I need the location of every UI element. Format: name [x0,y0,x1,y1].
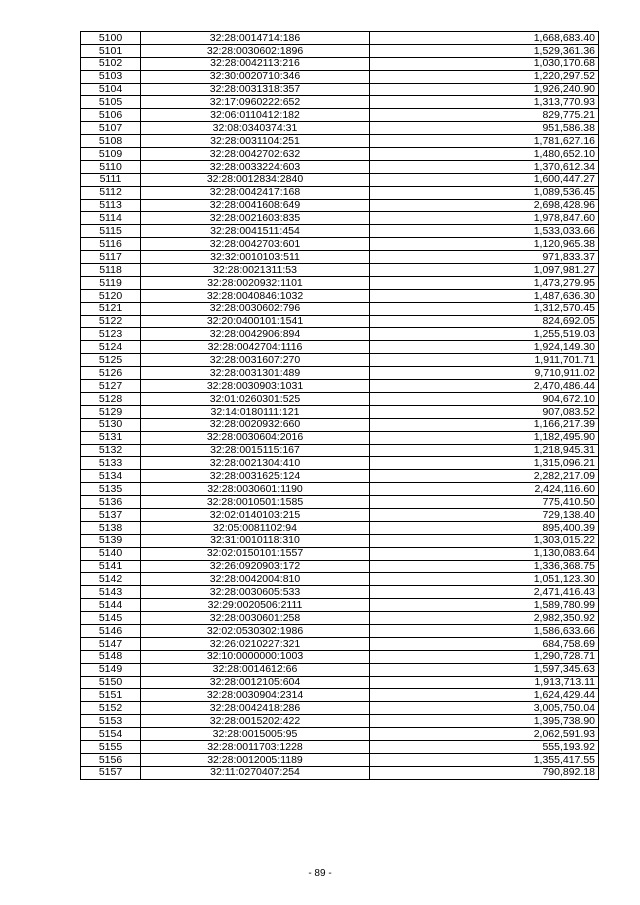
cadastral-number-cell: 32:28:0030602:796 [141,302,370,315]
row-number-cell: 5113 [81,199,141,212]
amount-cell: 1,924,149.30 [370,341,599,354]
row-number-cell: 5155 [81,740,141,753]
amount-cell: 2,698,428.96 [370,199,599,212]
cadastral-number-cell: 32:28:0042113:216 [141,57,370,70]
amount-cell: 2,982,350.92 [370,612,599,625]
amount-cell: 1,589,780.99 [370,599,599,612]
cadastral-number-cell: 32:28:0021311:53 [141,264,370,277]
amount-cell: 1,473,279.95 [370,276,599,289]
table-row [81,380,599,393]
amount-cell: 2,471,416.43 [370,586,599,599]
cadastral-number-cell: 32:28:0020932:1101 [141,276,370,289]
cadastral-number-cell: 32:02:0140103:215 [141,508,370,521]
cadastral-number-cell: 32:06:0110412:182 [141,109,370,122]
amount-cell: 1,529,361.36 [370,44,599,57]
table-row [81,637,599,650]
cadastral-number-cell: 32:02:0150101:1557 [141,547,370,560]
row-number-cell: 5128 [81,392,141,405]
row-number-cell: 5124 [81,341,141,354]
table-row [81,276,599,289]
table-row [81,586,599,599]
row-number-cell: 5117 [81,251,141,264]
row-number-cell: 5118 [81,264,141,277]
amount-cell: 1,395,738.90 [370,715,599,728]
amount-cell: 824,692.05 [370,315,599,328]
cadastral-number-cell: 32:28:0014612:66 [141,663,370,676]
table-row [81,457,599,470]
table-row [81,534,599,547]
amount-cell: 1,089,536.45 [370,186,599,199]
cadastral-number-cell: 32:28:0030601:258 [141,612,370,625]
cadastral-number-cell: 32:28:0010501:1585 [141,496,370,509]
row-number-cell: 5121 [81,302,141,315]
row-number-cell: 5149 [81,663,141,676]
table-row [81,728,599,741]
amount-cell: 555,193.92 [370,740,599,753]
row-number-cell: 5101 [81,44,141,57]
table-row [81,547,599,560]
row-number-cell: 5129 [81,405,141,418]
cadastral-number-cell: 32:28:0011703:1228 [141,740,370,753]
amount-cell: 907,083.52 [370,405,599,418]
amount-cell: 2,062,591.93 [370,728,599,741]
row-number-cell: 5146 [81,624,141,637]
amount-cell: 904,672.10 [370,392,599,405]
cadastral-number-cell: 32:08:0340374:31 [141,122,370,135]
amount-cell: 1,370,612.34 [370,160,599,173]
row-number-cell: 5150 [81,676,141,689]
row-number-cell: 5138 [81,521,141,534]
amount-cell: 1,781,627.16 [370,135,599,148]
cadastral-number-cell: 32:28:0020932:660 [141,418,370,431]
row-number-cell: 5119 [81,276,141,289]
amount-cell: 1,978,847.60 [370,212,599,225]
row-number-cell: 5139 [81,534,141,547]
table-row [81,225,599,238]
cadastral-number-cell: 32:28:0012834:2840 [141,173,370,186]
row-number-cell: 5110 [81,160,141,173]
table-row [81,663,599,676]
cadastral-number-cell: 32:28:0031104:251 [141,135,370,148]
row-number-cell: 5156 [81,753,141,766]
table-row [81,573,599,586]
cadastral-number-cell: 32:28:0030903:1031 [141,380,370,393]
table-row [81,109,599,122]
amount-cell: 1,255,519.03 [370,328,599,341]
row-number-cell: 5112 [81,186,141,199]
cadastral-number-cell: 32:28:0040846:1032 [141,289,370,302]
row-number-cell: 5140 [81,547,141,560]
amount-cell: 684,758.69 [370,637,599,650]
row-number-cell: 5132 [81,444,141,457]
amount-cell: 1,097,981.27 [370,264,599,277]
cadastral-number-cell: 32:32:0010103:511 [141,251,370,264]
row-number-cell: 5142 [81,573,141,586]
cadastral-number-cell: 32:28:0015202:422 [141,715,370,728]
row-number-cell: 5105 [81,96,141,109]
row-number-cell: 5115 [81,225,141,238]
amount-cell: 1,487,636.30 [370,289,599,302]
cadastral-number-cell: 32:28:0030604:2016 [141,431,370,444]
amount-cell: 1,597,345.63 [370,663,599,676]
amount-cell: 1,315,096.21 [370,457,599,470]
amount-cell: 2,282,217.09 [370,470,599,483]
row-number-cell: 5136 [81,496,141,509]
table-row [81,753,599,766]
amount-cell: 951,586.38 [370,122,599,135]
amount-cell: 1,120,965.38 [370,238,599,251]
amount-cell: 2,470,486.44 [370,380,599,393]
cadastral-number-cell: 32:28:0033224:603 [141,160,370,173]
amount-cell: 1,303,015.22 [370,534,599,547]
row-number-cell: 5109 [81,148,141,161]
row-number-cell: 5114 [81,212,141,225]
row-number-cell: 5130 [81,418,141,431]
table-row [81,70,599,83]
amount-cell: 1,220,297.52 [370,70,599,83]
row-number-cell: 5120 [81,289,141,302]
cadastral-number-cell: 32:28:0012105:604 [141,676,370,689]
table-row [81,431,599,444]
page-number: - 89 - [308,868,332,879]
cadastral-number-cell: 32:11:0270407:254 [141,766,370,779]
amount-cell: 1,586,633.66 [370,624,599,637]
table-row [81,418,599,431]
table-row [81,160,599,173]
table-row [81,44,599,57]
registry-table [80,31,599,780]
row-number-cell: 5135 [81,483,141,496]
table-row [81,96,599,109]
table-row [81,341,599,354]
table-row [81,444,599,457]
table-row [81,32,599,45]
row-number-cell: 5127 [81,380,141,393]
amount-cell: 1,218,945.31 [370,444,599,457]
amount-cell: 1,926,240.90 [370,83,599,96]
table-row [81,315,599,328]
table-row [81,212,599,225]
table-row [81,289,599,302]
table-row [81,496,599,509]
amount-cell: 1,051,123.30 [370,573,599,586]
amount-cell: 1,480,652.10 [370,148,599,161]
row-number-cell: 5133 [81,457,141,470]
table-row [81,264,599,277]
cadastral-number-cell: 32:26:0210227:321 [141,637,370,650]
cadastral-number-cell: 32:20:0400101:1541 [141,315,370,328]
table-row [81,148,599,161]
row-number-cell: 5137 [81,508,141,521]
table-row [81,405,599,418]
table-row [81,740,599,753]
table-row [81,122,599,135]
table-row [81,521,599,534]
table-row [81,650,599,663]
cadastral-number-cell: 32:28:0030602:1896 [141,44,370,57]
cadastral-number-cell: 32:28:0031607:270 [141,354,370,367]
row-number-cell: 5144 [81,599,141,612]
row-number-cell: 5100 [81,32,141,45]
table-row [81,470,599,483]
amount-cell: 729,138.40 [370,508,599,521]
table-row [81,689,599,702]
amount-cell: 1,668,683.40 [370,32,599,45]
row-number-cell: 5103 [81,70,141,83]
table-row [81,173,599,186]
table-row [81,199,599,212]
registry-table-body [81,32,599,780]
amount-cell: 1,313,770.93 [370,96,599,109]
table-row [81,238,599,251]
amount-cell: 3,005,750.04 [370,702,599,715]
row-number-cell: 5153 [81,715,141,728]
amount-cell: 1,312,570.45 [370,302,599,315]
cadastral-number-cell: 32:10:0000000:1003 [141,650,370,663]
row-number-cell: 5141 [81,560,141,573]
amount-cell: 1,182,495.90 [370,431,599,444]
amount-cell: 9,710,911.02 [370,367,599,380]
row-number-cell: 5148 [81,650,141,663]
table-row [81,676,599,689]
row-number-cell: 5154 [81,728,141,741]
table-row [81,302,599,315]
cadastral-number-cell: 32:28:0031318:357 [141,83,370,96]
cadastral-number-cell: 32:29:0020506:2111 [141,599,370,612]
cadastral-number-cell: 32:14:0180111:121 [141,405,370,418]
cadastral-number-cell: 32:26:0920903:172 [141,560,370,573]
cadastral-number-cell: 32:28:0042702:632 [141,148,370,161]
row-number-cell: 5111 [81,173,141,186]
cadastral-number-cell: 32:28:0041608:649 [141,199,370,212]
row-number-cell: 5116 [81,238,141,251]
amount-cell: 1,166,217.39 [370,418,599,431]
amount-cell: 1,030,170.68 [370,57,599,70]
amount-cell: 1,533,033.66 [370,225,599,238]
row-number-cell: 5104 [81,83,141,96]
row-number-cell: 5145 [81,612,141,625]
cadastral-number-cell: 32:05:0081102:94 [141,521,370,534]
amount-cell: 829,775.21 [370,109,599,122]
cadastral-number-cell: 32:28:0030601:1190 [141,483,370,496]
cadastral-number-cell: 32:31:0010118:310 [141,534,370,547]
amount-cell: 1,355,417.55 [370,753,599,766]
amount-cell: 2,424,116.60 [370,483,599,496]
table-row [81,251,599,264]
row-number-cell: 5106 [81,109,141,122]
table-row [81,702,599,715]
table-row [81,135,599,148]
amount-cell: 1,290,728.71 [370,650,599,663]
amount-cell: 1,913,713.11 [370,676,599,689]
table-row [81,57,599,70]
table-row [81,354,599,367]
table-row [81,560,599,573]
table-row [81,186,599,199]
cadastral-number-cell: 32:28:0015005:95 [141,728,370,741]
row-number-cell: 5134 [81,470,141,483]
cadastral-number-cell: 32:17:0960222:652 [141,96,370,109]
row-number-cell: 5131 [81,431,141,444]
table-row [81,83,599,96]
cadastral-number-cell: 32:01:0260301:525 [141,392,370,405]
row-number-cell: 5123 [81,328,141,341]
cadastral-number-cell: 32:28:0042418:286 [141,702,370,715]
cadastral-number-cell: 32:30:0020710:346 [141,70,370,83]
row-number-cell: 5151 [81,689,141,702]
cadastral-number-cell: 32:28:0031625:124 [141,470,370,483]
cadastral-number-cell: 32:02:0530302:1986 [141,624,370,637]
cadastral-number-cell: 32:28:0021304:410 [141,457,370,470]
cadastral-number-cell: 32:28:0042906:894 [141,328,370,341]
table-row [81,483,599,496]
table-row [81,612,599,625]
cadastral-number-cell: 32:28:0042704:1116 [141,341,370,354]
amount-cell: 1,624,429.44 [370,689,599,702]
amount-cell: 1,130,083.64 [370,547,599,560]
cadastral-number-cell: 32:28:0030605:533 [141,586,370,599]
amount-cell: 1,600,447.27 [370,173,599,186]
table-row [81,328,599,341]
row-number-cell: 5107 [81,122,141,135]
row-number-cell: 5152 [81,702,141,715]
row-number-cell: 5126 [81,367,141,380]
cadastral-number-cell: 32:28:0021603:835 [141,212,370,225]
row-number-cell: 5108 [81,135,141,148]
amount-cell: 775,410.50 [370,496,599,509]
cadastral-number-cell: 32:28:0015115:167 [141,444,370,457]
row-number-cell: 5157 [81,766,141,779]
cadastral-number-cell: 32:28:0042703:601 [141,238,370,251]
cadastral-number-cell: 32:28:0012005:1189 [141,753,370,766]
cadastral-number-cell: 32:28:0031301:489 [141,367,370,380]
row-number-cell: 5143 [81,586,141,599]
table-row [81,715,599,728]
table-row [81,624,599,637]
table-row [81,508,599,521]
table-row [81,367,599,380]
row-number-cell: 5147 [81,637,141,650]
row-number-cell: 5125 [81,354,141,367]
amount-cell: 790,892.18 [370,766,599,779]
amount-cell: 971,833.37 [370,251,599,264]
cadastral-number-cell: 32:28:0041511:454 [141,225,370,238]
amount-cell: 1,336,368.75 [370,560,599,573]
table-row [81,599,599,612]
table-row [81,392,599,405]
table-row [81,766,599,779]
amount-cell: 1,911,701.71 [370,354,599,367]
cadastral-number-cell: 32:28:0030904:2314 [141,689,370,702]
cadastral-number-cell: 32:28:0014714:186 [141,32,370,45]
amount-cell: 895,400.39 [370,521,599,534]
cadastral-number-cell: 32:28:0042004:810 [141,573,370,586]
cadastral-number-cell: 32:28:0042417:168 [141,186,370,199]
row-number-cell: 5122 [81,315,141,328]
row-number-cell: 5102 [81,57,141,70]
